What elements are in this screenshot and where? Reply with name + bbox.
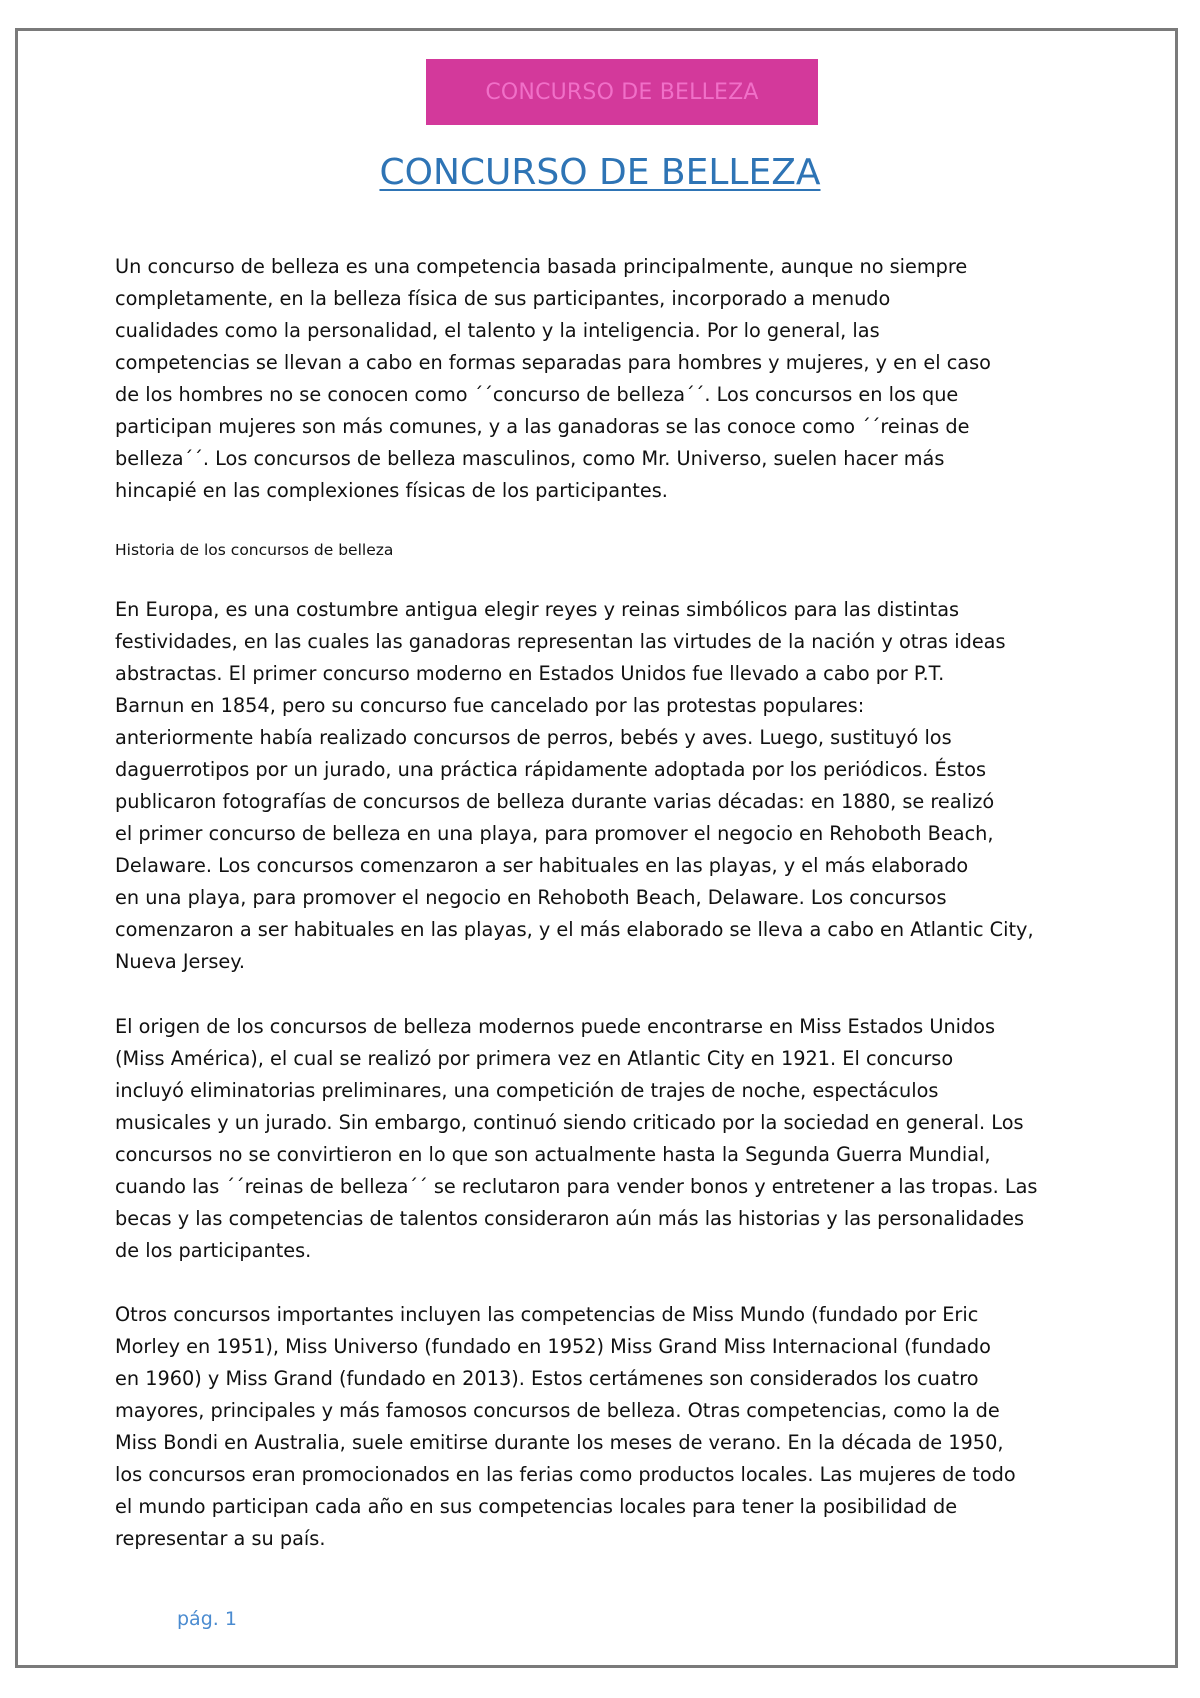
header-banner-text: CONCURSO DE BELLEZA xyxy=(485,79,759,105)
history-paragraph-1: En Europa, es una costumbre antigua elegir reyes y reinas simbólicos para las distintas festividades, en las cuales las ganadoras representan las virtudes de la nación y otras ideas abstractas. El primer concurso moderno en Estados Unidos fue llevado a cabo por P.T. Barnun en 1854, pero su concurso fue cancelado por las protestas populares: anteriormente había realizado concursos de perros, bebés y aves. Luego, sustituyó los daguerrotipos por un jurado, una práctica rápidamente adoptada por los periódicos. Éstos publicaron fotografías de concursos de belleza durante varias décadas: en 1880, se realizó el primer concurso de belleza en una playa, para promover el negocio en Rehoboth Beach, Delaware. Los concursos comenzaron a ser habituales en las playas, y el más elaborado en una playa, para promover el negocio en Rehoboth Beach, Delaware. Los concursos comenzaron a ser habituales en las playas, y el más elaborado se lleva a cabo en Atlantic City, Nueva Jersey. xyxy=(115,598,1034,973)
page-number: pág. 1 xyxy=(177,1608,237,1630)
intro-paragraph: Un concurso de belleza es una competencia basada principalmente, aunque no siempre completamente, en la belleza física de sus participantes, incorporado a menudo cualidades como la personalidad, el talento y la inteligencia. Por lo general, las competencias se llevan a cabo en formas separadas para hombres y mujeres, y en el caso de los hombres no se conocen como ´´concurso de belleza´´. Los concursos en los que participan mujeres son más comunes, y a las ganadoras se las conoce como ´´reinas de belleza´´. Los concursos de belleza masculinos, como Mr. Universo, suelen hacer más hincapié en las complexiones físicas de los participantes. xyxy=(115,255,991,502)
document-title xyxy=(0,150,1200,196)
section-heading: Historia de los concursos de belleza xyxy=(115,541,394,559)
header-banner xyxy=(426,59,818,125)
history-paragraph-2: El origen de los concursos de belleza modernos puede encontrarse en Miss Estados Unidos (Miss América), el cual se realizó por primera vez en Atlantic City en 1921. El concurso incluyó eliminatorias preliminares, una competición de trajes de noche, espectáculos musicales y un jurado. Sin embargo, continuó siendo criticado por la sociedad en general. Los concursos no se convirtieron en lo que son actualmente hasta la Segunda Guerra Mundial, cuando las ´´reinas de belleza´´ se reclutaron para vender bonos y entretener a las tropas. Las becas y las competencias de talentos consideraron aún más las historias y las personalidades de los participantes. xyxy=(115,1015,1038,1262)
history-paragraph-3: Otros concursos importantes incluyen las competencias de Miss Mundo (fundado por Eric Morley en 1951), Miss Universo (fundado en 1952) Miss Grand Miss Internacional (fundado en 1960) y Miss Grand (fundado en 2013). Estos certámenes son considerados los cuatro mayores, principales y más famosos concursos de belleza. Otras competencias, como la de Miss Bondi en Australia, suele emitirse durante los meses de verano. En la década de 1950, los concursos eran promocionados en las ferias como productos locales. Las mujeres de todo el mundo participan cada año en sus competencias locales para tener la posibilidad de representar a su país. xyxy=(115,1303,1016,1550)
document-title-text: CONCURSO DE BELLEZA xyxy=(379,152,821,193)
